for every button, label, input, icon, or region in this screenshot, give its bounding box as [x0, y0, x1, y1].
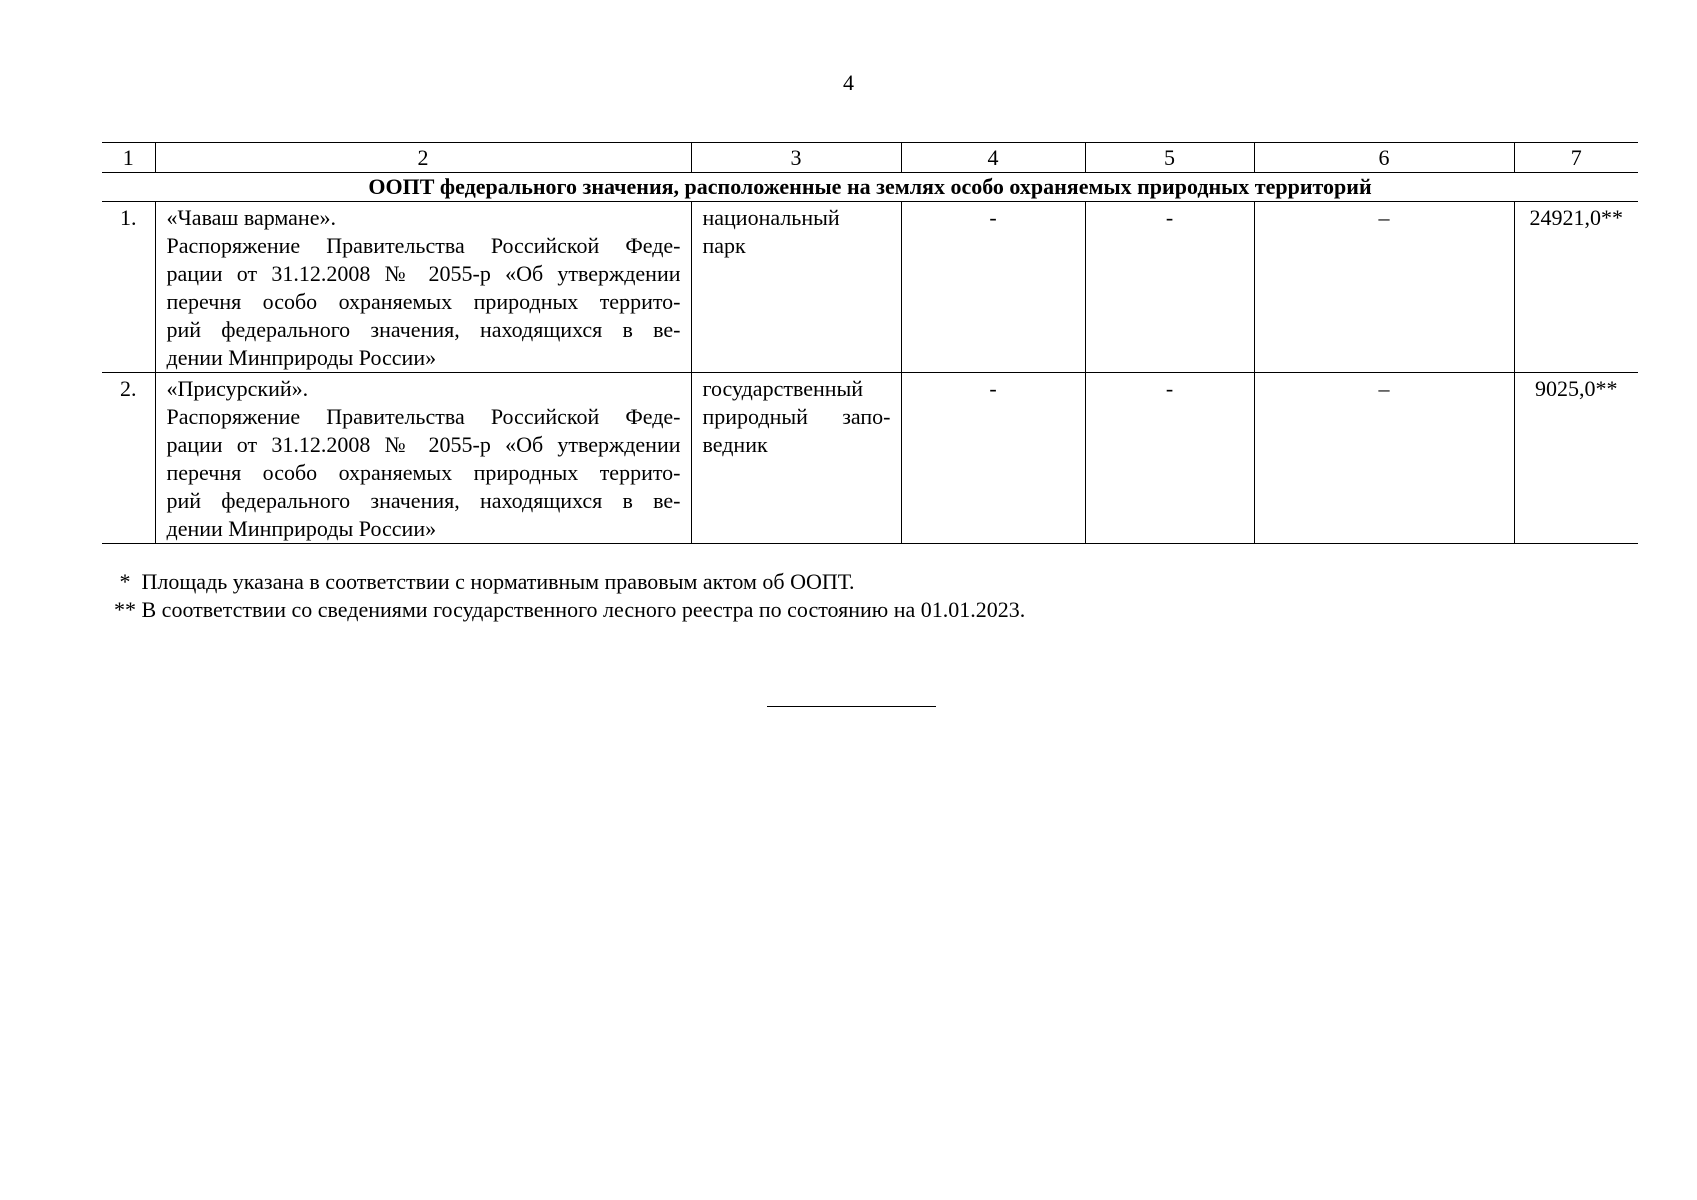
text-line: рации от 31.12.2008 № 2055-р «Об утверждении	[166, 261, 681, 286]
footnote-forest-registry: ** В соответствии со сведениями государственного лесного реестра по состоянию на 01.01.2023.	[114, 597, 1026, 622]
text-line: природный запо-	[702, 404, 891, 429]
column-numbers-row	[102, 143, 1638, 173]
footnotes	[114, 568, 1025, 624]
column-header: 2	[155, 143, 691, 173]
column-header: 1	[102, 143, 155, 173]
footnote-area-source: * Площадь указана в соответствии с нормативным правовым актом об ООПТ.	[114, 569, 855, 594]
text-line: дении Минприроды России»	[166, 345, 437, 370]
table-row	[102, 202, 1638, 373]
col6-value: –	[1254, 373, 1514, 544]
column-header: 6	[1254, 143, 1514, 173]
area-type-cell	[691, 202, 901, 373]
column-header: 4	[901, 143, 1085, 173]
text-line: рий федерального значения, находящихся в ве-	[166, 488, 681, 513]
area-value: 9025,0**	[1514, 373, 1638, 544]
column-header: 3	[691, 143, 901, 173]
col6-value: –	[1254, 202, 1514, 373]
text-line: рий федерального значения, находящихся в ве-	[166, 317, 681, 342]
text-line: рации от 31.12.2008 № 2055-р «Об утверждении	[166, 432, 681, 457]
page-number: 4	[843, 70, 854, 95]
col5-value: -	[1085, 202, 1254, 373]
area-value: 24921,0**	[1514, 202, 1638, 373]
text-line: «Присурский».	[166, 376, 309, 401]
col4-value: -	[901, 373, 1085, 544]
table-row	[102, 373, 1638, 544]
section-title-row	[102, 173, 1638, 202]
column-header: 5	[1085, 143, 1254, 173]
area-name-cell	[155, 373, 691, 544]
text-line: «Чаваш вармане».	[166, 205, 336, 230]
col4-value: -	[901, 202, 1085, 373]
area-type-cell	[691, 373, 901, 544]
column-header: 7	[1514, 143, 1638, 173]
text-line: перечня особо охраняемых природных террито-	[166, 289, 681, 314]
text-line: Распоряжение Правительства Российской Феде-	[166, 233, 681, 258]
section-title: ООПТ федерального значения, расположенные на землях особо охраняемых природных территорий	[102, 173, 1638, 202]
text-line: ведник	[702, 432, 768, 457]
row-number: 1.	[102, 202, 155, 373]
end-of-document-rule	[767, 706, 936, 707]
row-number: 2.	[102, 373, 155, 544]
text-line: перечня особо охраняемых природных террито-	[166, 460, 681, 485]
area-name-cell	[155, 202, 691, 373]
text-line: государственный	[702, 376, 864, 401]
text-line: парк	[702, 233, 746, 258]
col5-value: -	[1085, 373, 1254, 544]
protected-areas-table	[102, 142, 1638, 544]
text-line: дении Минприроды России»	[166, 516, 437, 541]
text-line: Распоряжение Правительства Российской Феде-	[166, 404, 681, 429]
text-line: национальный	[702, 205, 840, 230]
